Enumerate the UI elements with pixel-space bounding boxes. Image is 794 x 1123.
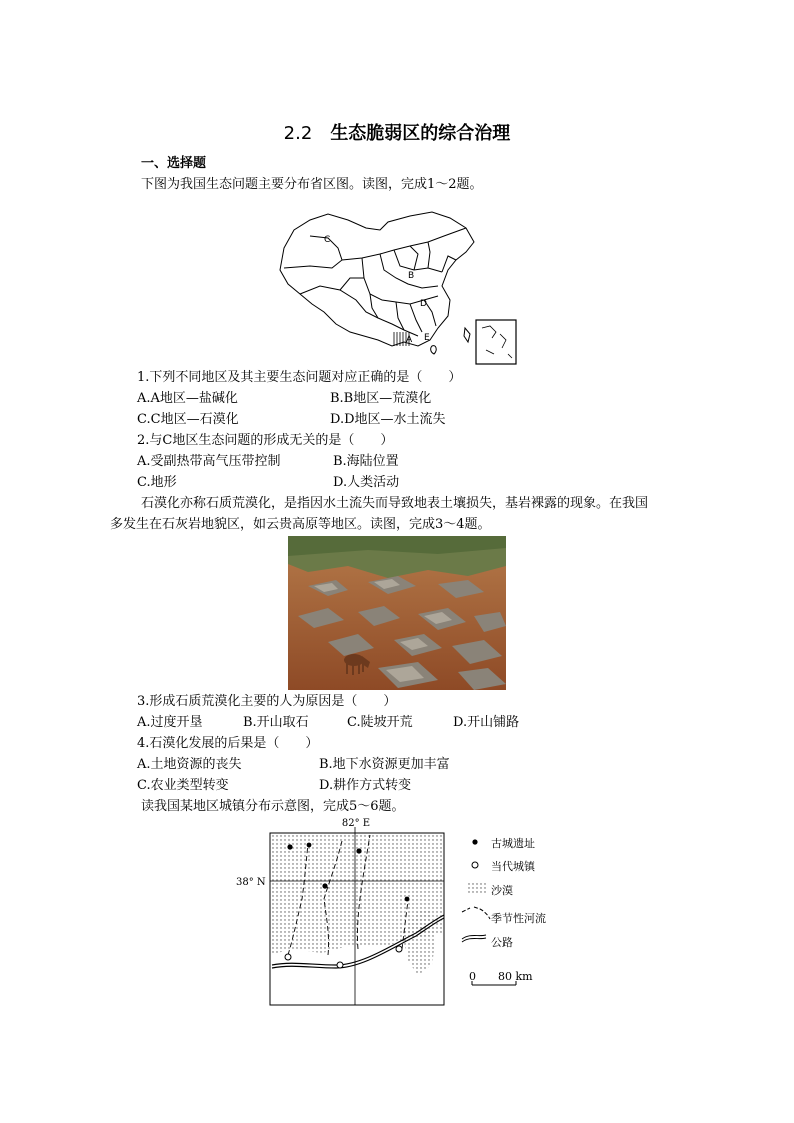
- q3-option-a: A.过度开垦: [137, 715, 203, 730]
- q2-option-c: C.地形: [137, 475, 177, 490]
- map1-label-e: E: [424, 333, 430, 343]
- longitude-label: 82° E: [341, 818, 371, 829]
- intro-text-1: 下图为我国生态问题主要分布省区图。读图，完成1～2题。: [141, 177, 483, 192]
- q4-option-b: B.地下水资源更加丰富: [319, 757, 450, 772]
- section-heading: 一、选择题: [141, 156, 207, 171]
- q2-option-d: D.人类活动: [333, 475, 400, 490]
- q2-option-a: A.受副热带高气压带控制: [137, 454, 281, 469]
- intro-text-3: 读我国某地区城镇分布示意图，完成5～6题。: [141, 799, 405, 814]
- q4-option-d: D.耕作方式转变: [319, 778, 412, 793]
- legend-road: 公路: [491, 936, 513, 949]
- q4-stem: 4.石漠化发展的后果是（ ）: [137, 736, 319, 751]
- legend-desert: 沙漠: [491, 884, 513, 897]
- latitude-label: 38° N: [236, 877, 266, 888]
- scale-value: 80 km: [498, 970, 533, 983]
- q1-option-a: A.A地区—盐碱化: [137, 391, 238, 406]
- q3-option-c: C.陡坡开荒: [347, 715, 413, 730]
- intro-text-2-line1: 石漠化亦称石质荒漠化，是指因水土流失而导致地表土壤损失，基岩裸露的现象。在我国: [141, 496, 649, 511]
- china-province-map: [270, 208, 520, 368]
- legend-seasonal-river: 季节性河流: [491, 912, 546, 925]
- title-number: 2.2: [283, 123, 313, 144]
- q3-stem: 3.形成石质荒漠化主要的人为原因是（ ）: [137, 694, 397, 709]
- map1-label-b: B: [408, 271, 415, 281]
- q3-option-b: B.开山取石: [243, 715, 309, 730]
- rocky-desertification-photo: [288, 536, 506, 690]
- map1-label-c: C: [324, 235, 331, 245]
- q4-option-a: A.土地资源的丧失: [137, 757, 242, 772]
- legend-ancient-city: 古城遗址: [491, 837, 535, 850]
- q1-option-d: D.D地区—水土流失: [330, 412, 446, 427]
- q4-option-c: C.农业类型转变: [137, 778, 229, 793]
- q2-option-b: B.海陆位置: [333, 454, 399, 469]
- page-title: [0, 119, 794, 145]
- q3-option-d: D.开山铺路: [453, 715, 520, 730]
- legend-modern-town: 当代城镇: [491, 860, 535, 873]
- q2-stem: 2.与C地区生态问题的形成无关的是（ ）: [137, 433, 394, 448]
- q1-option-b: B.B地区—荒漠化: [330, 391, 432, 406]
- scale-zero: 0: [469, 970, 476, 983]
- map1-label-a: A: [406, 335, 413, 345]
- map1-label-d: D: [420, 299, 427, 309]
- title-text: 生态脆弱区的综合治理: [330, 123, 511, 144]
- q1-stem: 1.下列不同地区及其主要生态问题对应正确的是（ ）: [137, 370, 462, 385]
- q1-option-c: C.C地区—石漠化: [137, 412, 239, 427]
- intro-text-2-line2: 多发生在石灰岩地貌区，如云贵高原等地区。读图，完成3～4题。: [110, 517, 491, 532]
